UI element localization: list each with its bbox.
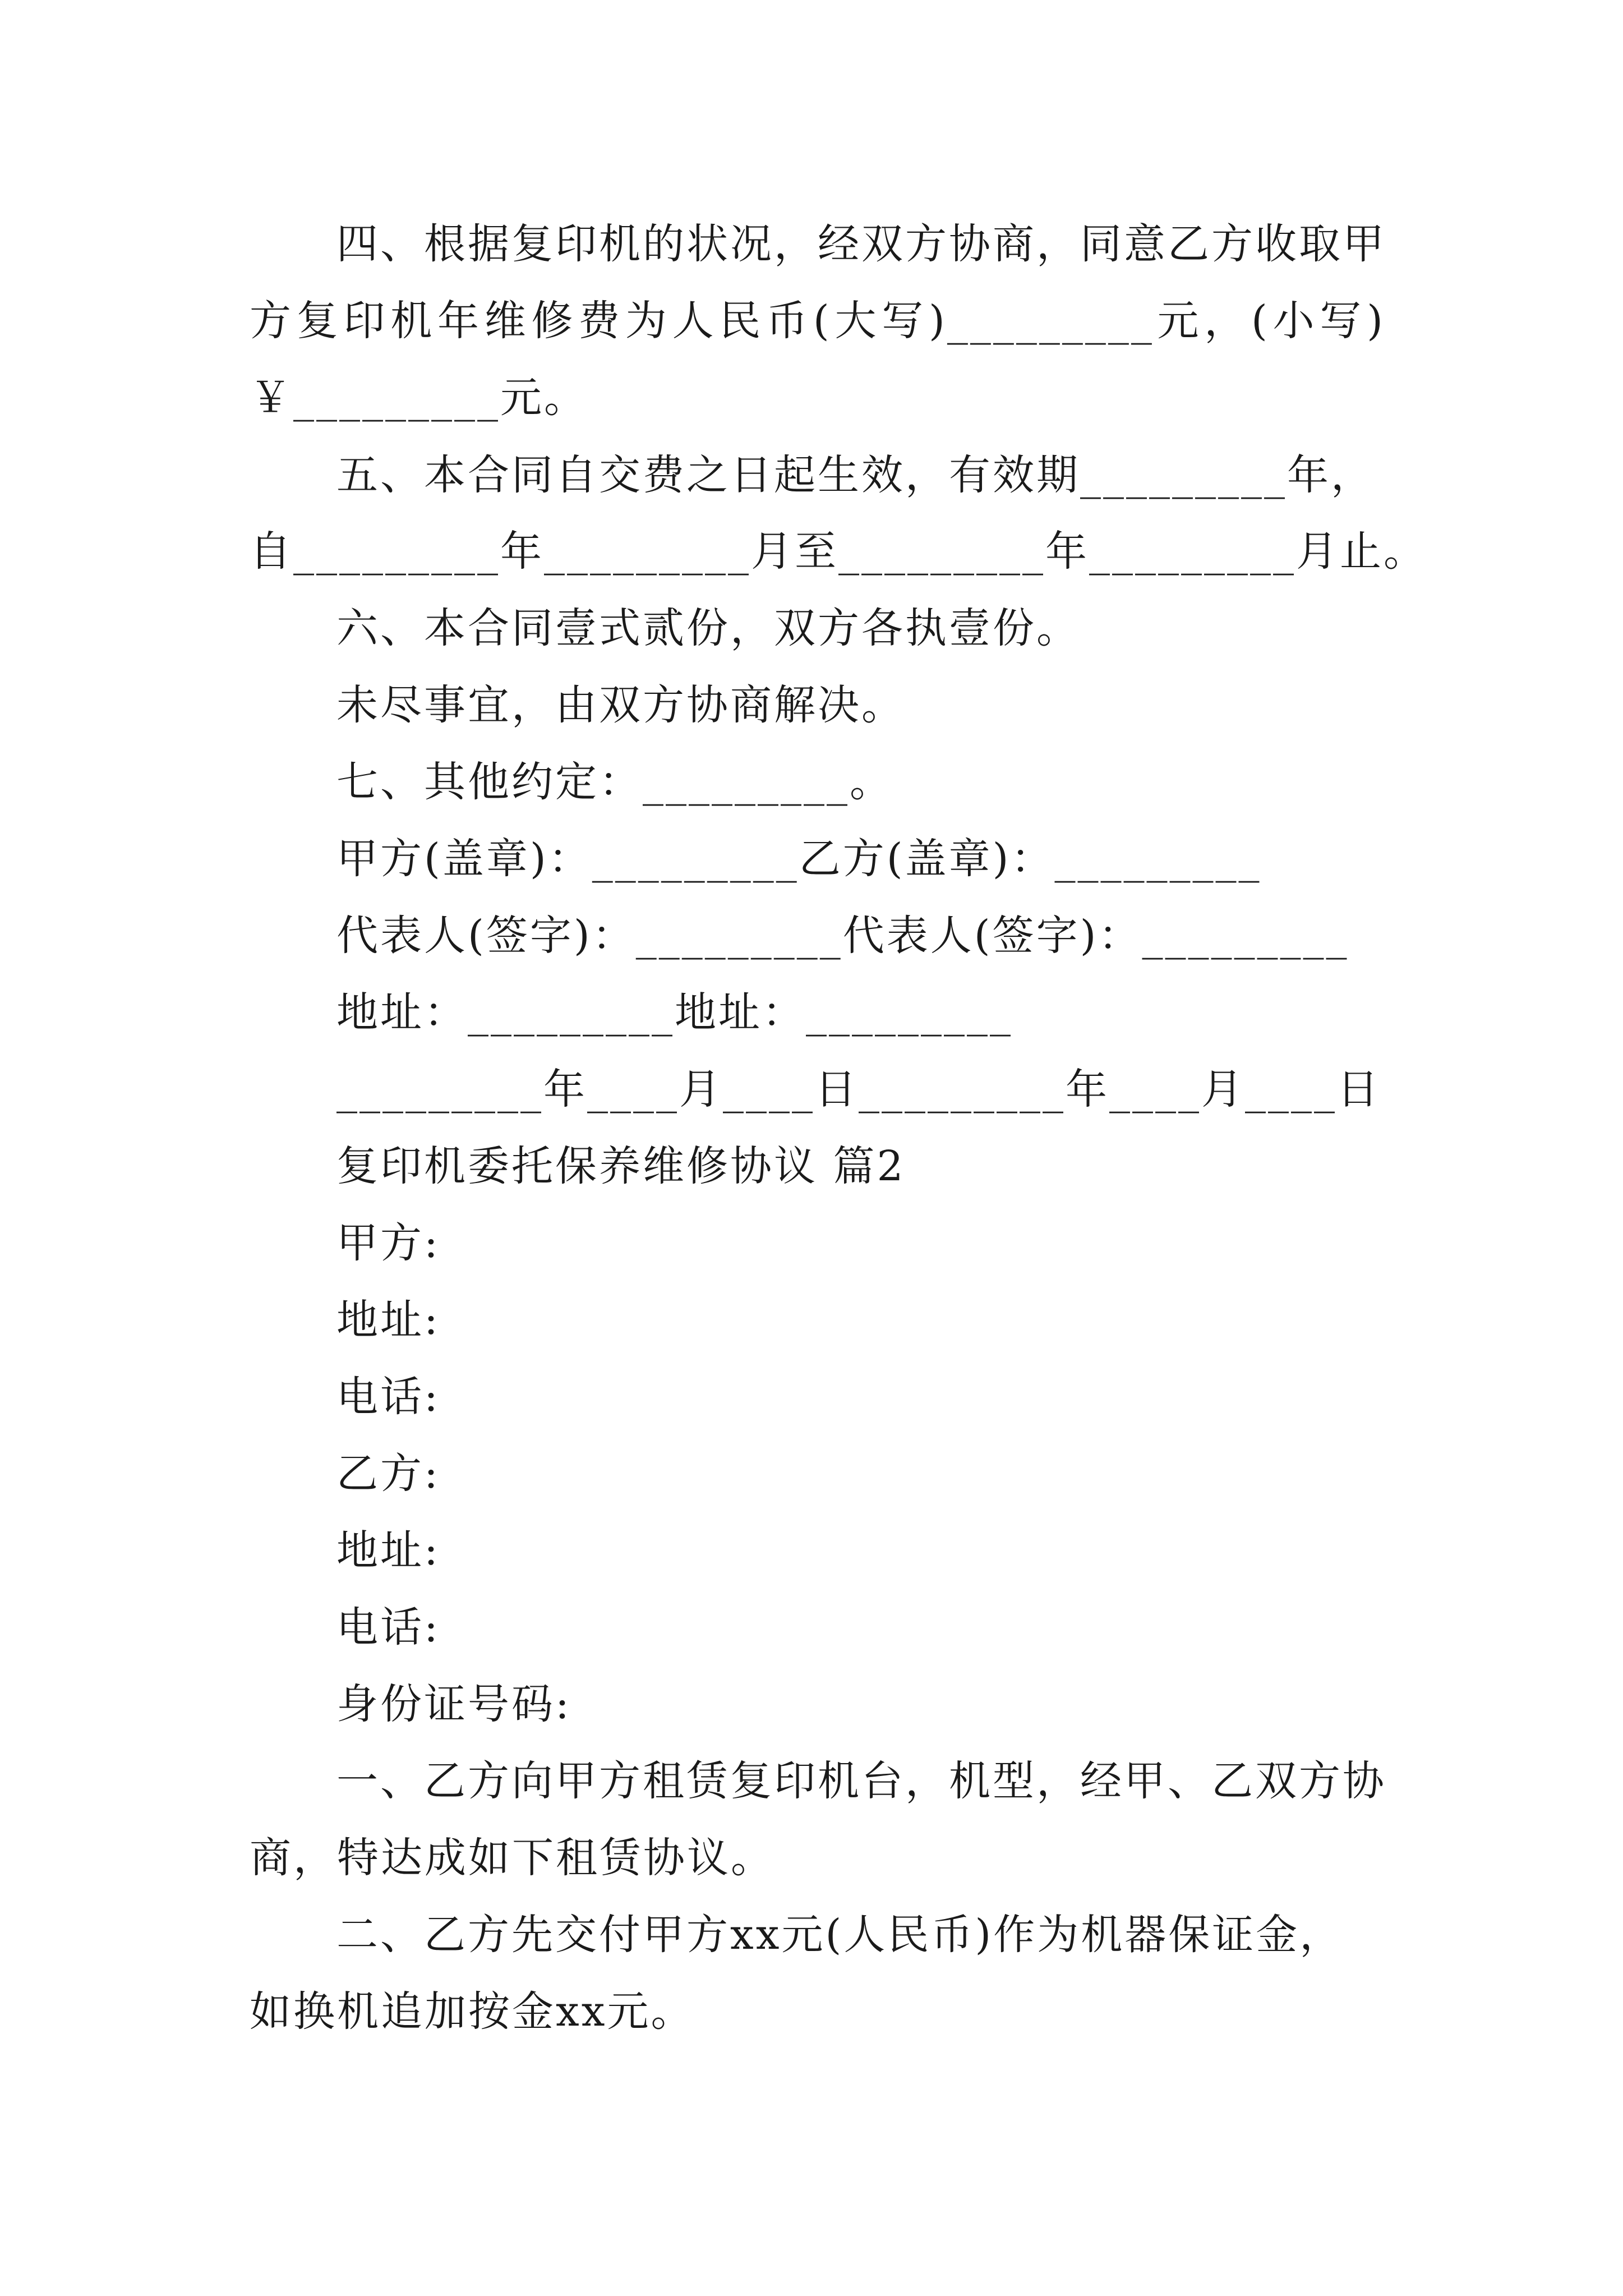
lease-clause-2-line-1: 二、乙方先交付甲方xx元(人民币)作为机器保证金，	[336, 1911, 1344, 1959]
lease-clause-1-line-1: 一、乙方向甲方租赁复印机台，机型，经甲、乙双方协	[336, 1757, 1386, 1805]
clause-6: 六、本合同壹式贰份，双方各执壹份。	[336, 604, 1080, 652]
party-a-label: 甲方:	[336, 1219, 440, 1267]
clause-4-line-2: 方复印机年维修费为人民币(大写)_________元，(小写)	[250, 297, 1385, 345]
address-line: 地址：_________地址：_________	[336, 988, 1013, 1037]
party-a-phone-label: 电话:	[336, 1373, 440, 1421]
section-title: 复印机委托保养维修协议 篇2	[336, 1142, 906, 1190]
id-number-label: 身份证号码:	[336, 1680, 571, 1728]
clause-4-line-1: 四、根据复印机的状况，经双方协商，同意乙方收取甲	[336, 220, 1386, 268]
clause-7: 七、其他约定：_________。	[336, 758, 893, 806]
lease-clause-2-line-2: 如换机追加按金xx元。	[250, 1987, 695, 2036]
signature-line: 代表人(签字)：_________代表人(签字)：_________	[336, 912, 1349, 960]
party-a-address-label: 地址:	[336, 1296, 440, 1344]
party-b-label: 乙方:	[336, 1450, 440, 1498]
lease-clause-1-line-2: 商，特达成如下租赁协议。	[250, 1834, 774, 1882]
party-b-phone-label: 电话:	[336, 1603, 440, 1651]
clause-5-line-2: 自_________年_________月至_________年_________月止。	[250, 527, 1427, 576]
seal-line: 甲方(盖章)：_________乙方(盖章)：_________	[336, 835, 1262, 883]
clause-4-line-3: ￥_________元。	[250, 374, 588, 422]
unresolved-matters: 未尽事宜，由双方协商解决。	[336, 681, 905, 729]
party-b-address-label: 地址:	[336, 1526, 440, 1575]
clause-5-line-1: 五、本合同自交费之日起生效，有效期_________年，	[336, 451, 1375, 499]
date-line: _________年____月____日_________年____月____日	[336, 1065, 1381, 1114]
